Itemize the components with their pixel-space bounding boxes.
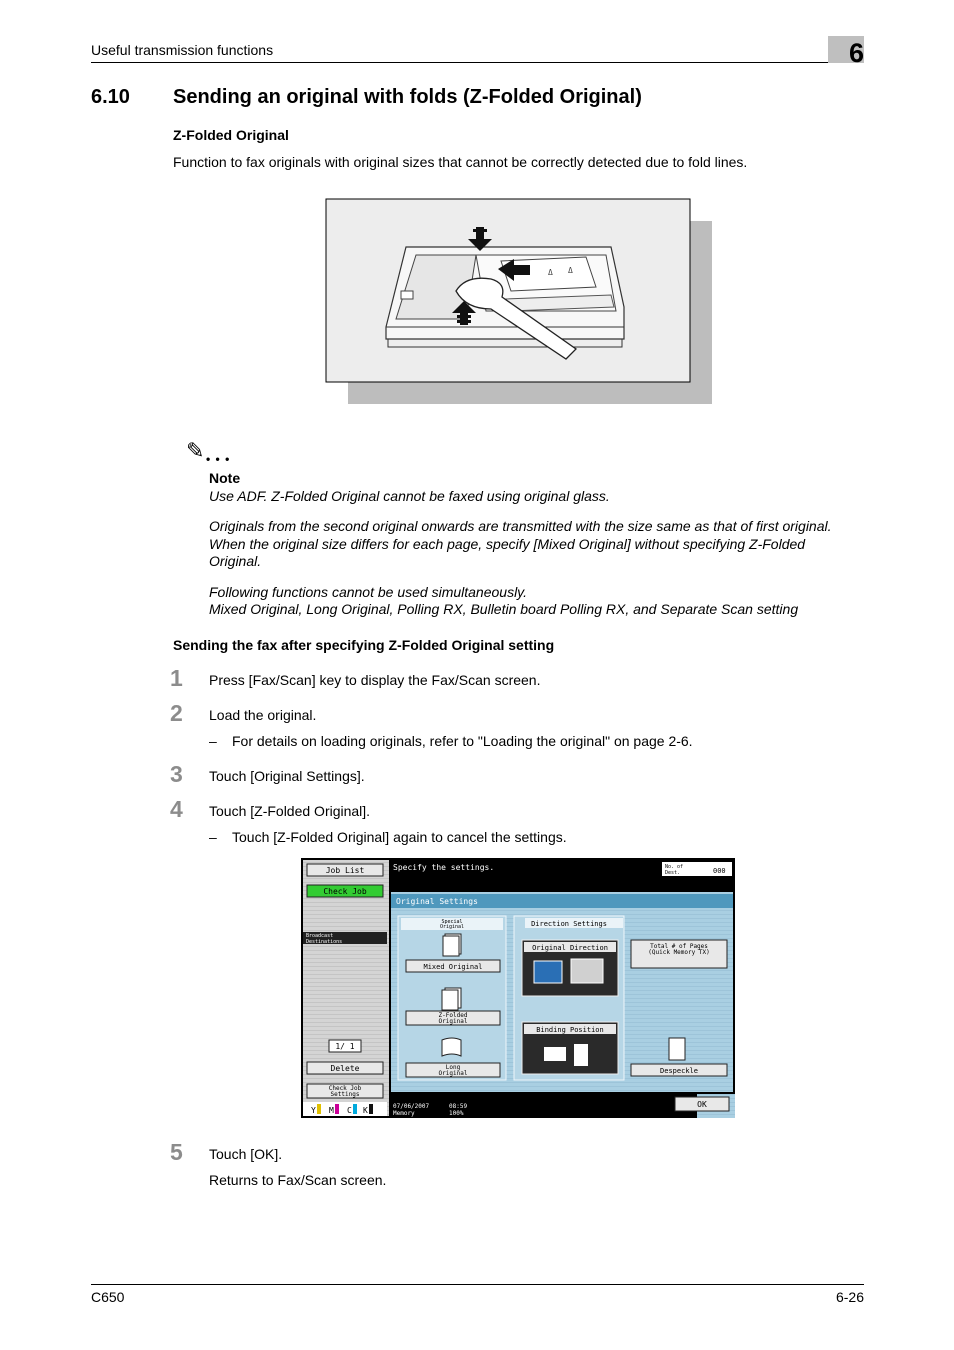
mixed-original-icon (443, 934, 461, 956)
original-settings-screen (301, 858, 735, 1118)
memory-value: 100% (449, 1110, 464, 1117)
adf-loading-illustration (326, 199, 690, 382)
check-job-settings-button[interactable] (307, 1084, 383, 1098)
pencil-note-icon: ✎ (186, 438, 205, 463)
svg-text:Despeckle: Despeckle (660, 1067, 698, 1075)
check-job-button[interactable] (307, 885, 383, 897)
note-line-4: Original. (209, 553, 262, 569)
panel-title: Original Settings (396, 897, 478, 906)
svg-text:Delete: Delete (330, 1064, 360, 1073)
svg-text:Original Direction: Original Direction (532, 944, 608, 952)
subsection-title: Z-Folded Original (173, 127, 289, 143)
svg-text:M: M (329, 1106, 334, 1115)
sub-bullet-dash: – (209, 733, 217, 749)
svg-text:Dest.: Dest. (665, 870, 681, 876)
footer-page-number: 6-26 (835, 1289, 864, 1305)
section-number: 6.10 (91, 86, 130, 108)
delete-button[interactable] (307, 1062, 383, 1074)
svg-text:Job List: Job List (325, 866, 365, 875)
step-sub-text: For details on loading originals, refer to "Loading the original" on page 2-6. (232, 733, 693, 749)
step-text: Press [Fax/Scan] key to display the Fax/Scan screen. (209, 672, 541, 688)
footer-model: C650 (91, 1289, 125, 1305)
ok-button[interactable] (675, 1097, 729, 1111)
step-text: Touch [OK]. (209, 1146, 283, 1162)
svg-text:Long: Long (445, 1064, 461, 1071)
subsection-description: Function to fax originals with original sizes that cannot be correctly detected due to fold lines. (173, 154, 748, 170)
procedure-title: Sending the fax after specifying Z-Folded Original setting (173, 637, 555, 653)
svg-text:Settings: Settings (330, 1091, 360, 1098)
job-list-button[interactable] (307, 864, 383, 876)
long-original-button[interactable] (406, 1063, 500, 1077)
step-sub-text: Touch [Z-Folded Original] again to cancel the settings. (232, 829, 567, 845)
svg-text:(Quick Memory TX): (Quick Memory TX) (648, 949, 710, 956)
step-number: 3 (170, 761, 183, 787)
svg-text:C: C (347, 1106, 352, 1115)
original-direction-button[interactable] (522, 940, 618, 996)
chapter-number: 6 (848, 38, 864, 68)
note-line-3: When the original size differs for each page, specify [Mixed Original] without specifying Z-Folded (209, 536, 806, 552)
svg-text:Δ: Δ (568, 266, 573, 275)
step-text: Load the original. (209, 707, 317, 723)
svg-text:Y: Y (311, 1106, 316, 1115)
step-number: 4 (170, 796, 183, 822)
memory-label: Memory (393, 1110, 415, 1117)
section-title: Sending an original with folds (Z-Folded Original) (173, 86, 642, 108)
note-line-2: Originals from the second original onwards are transmitted with the size same as that of first original. (209, 518, 832, 534)
despeckle-button[interactable] (631, 1064, 727, 1076)
step-result-text: Returns to Fax/Scan screen. (209, 1172, 387, 1188)
step-number: 2 (170, 700, 183, 726)
page-counter: 1/ 1 (335, 1042, 355, 1051)
z-folded-original-button[interactable] (406, 1011, 500, 1025)
note-line-5: Following functions cannot be used simultaneously. (209, 584, 528, 600)
svg-text:Δ: Δ (548, 268, 553, 277)
svg-text:Check Job: Check Job (328, 1085, 362, 1092)
header-rule (91, 62, 864, 63)
dest-count: 000 (713, 867, 726, 875)
step-number: 5 (170, 1139, 183, 1165)
note-line-6: Mixed Original, Long Original, Polling RX, Bulletin board Polling RX, and Separate Scan setting (209, 601, 799, 617)
note-heading: Note (209, 470, 241, 486)
status-date: 07/06/2007 (393, 1103, 430, 1110)
svg-text:Direction Settings: Direction Settings (531, 920, 607, 928)
mixed-original-button[interactable] (406, 960, 500, 972)
svg-text:Broadcast: Broadcast (306, 933, 334, 939)
binding-position-button[interactable] (522, 1022, 618, 1074)
long-original-icon (442, 1038, 461, 1056)
svg-text:Total # of Pages: Total # of Pages (650, 943, 708, 950)
step-number: 1 (170, 665, 183, 691)
total-pages-button[interactable] (631, 940, 727, 968)
step-text: Touch [Original Settings]. (209, 768, 365, 784)
svg-text:Original: Original (438, 1018, 468, 1025)
svg-text:Special: Special (441, 919, 463, 925)
svg-text:Original: Original (439, 924, 465, 930)
step-text: Touch [Z-Folded Original]. (209, 803, 371, 819)
sub-bullet-dash: – (209, 829, 217, 845)
note-line-1: Use ADF. Z-Folded Original cannot be faxed using original glass. (209, 488, 610, 504)
svg-text:OK: OK (697, 1100, 707, 1109)
svg-text:Destinations: Destinations (306, 939, 343, 945)
svg-text:Mixed Original: Mixed Original (423, 963, 483, 971)
note-dots: • • • (206, 452, 231, 466)
status-time: 08:59 (449, 1103, 468, 1110)
svg-text:Original: Original (438, 1070, 468, 1077)
z-folded-icon (442, 988, 461, 1010)
svg-text:No. of: No. of (665, 864, 684, 870)
running-header: Useful transmission functions (91, 42, 274, 58)
footer-rule (91, 1284, 864, 1285)
despeckle-icon (669, 1038, 685, 1060)
svg-text:Check Job: Check Job (323, 887, 367, 896)
svg-text:Binding Position: Binding Position (536, 1026, 604, 1034)
svg-text:Z-Folded: Z-Folded (438, 1012, 468, 1019)
svg-text:K: K (363, 1106, 368, 1115)
prompt-message: Specify the settings. (393, 863, 495, 872)
